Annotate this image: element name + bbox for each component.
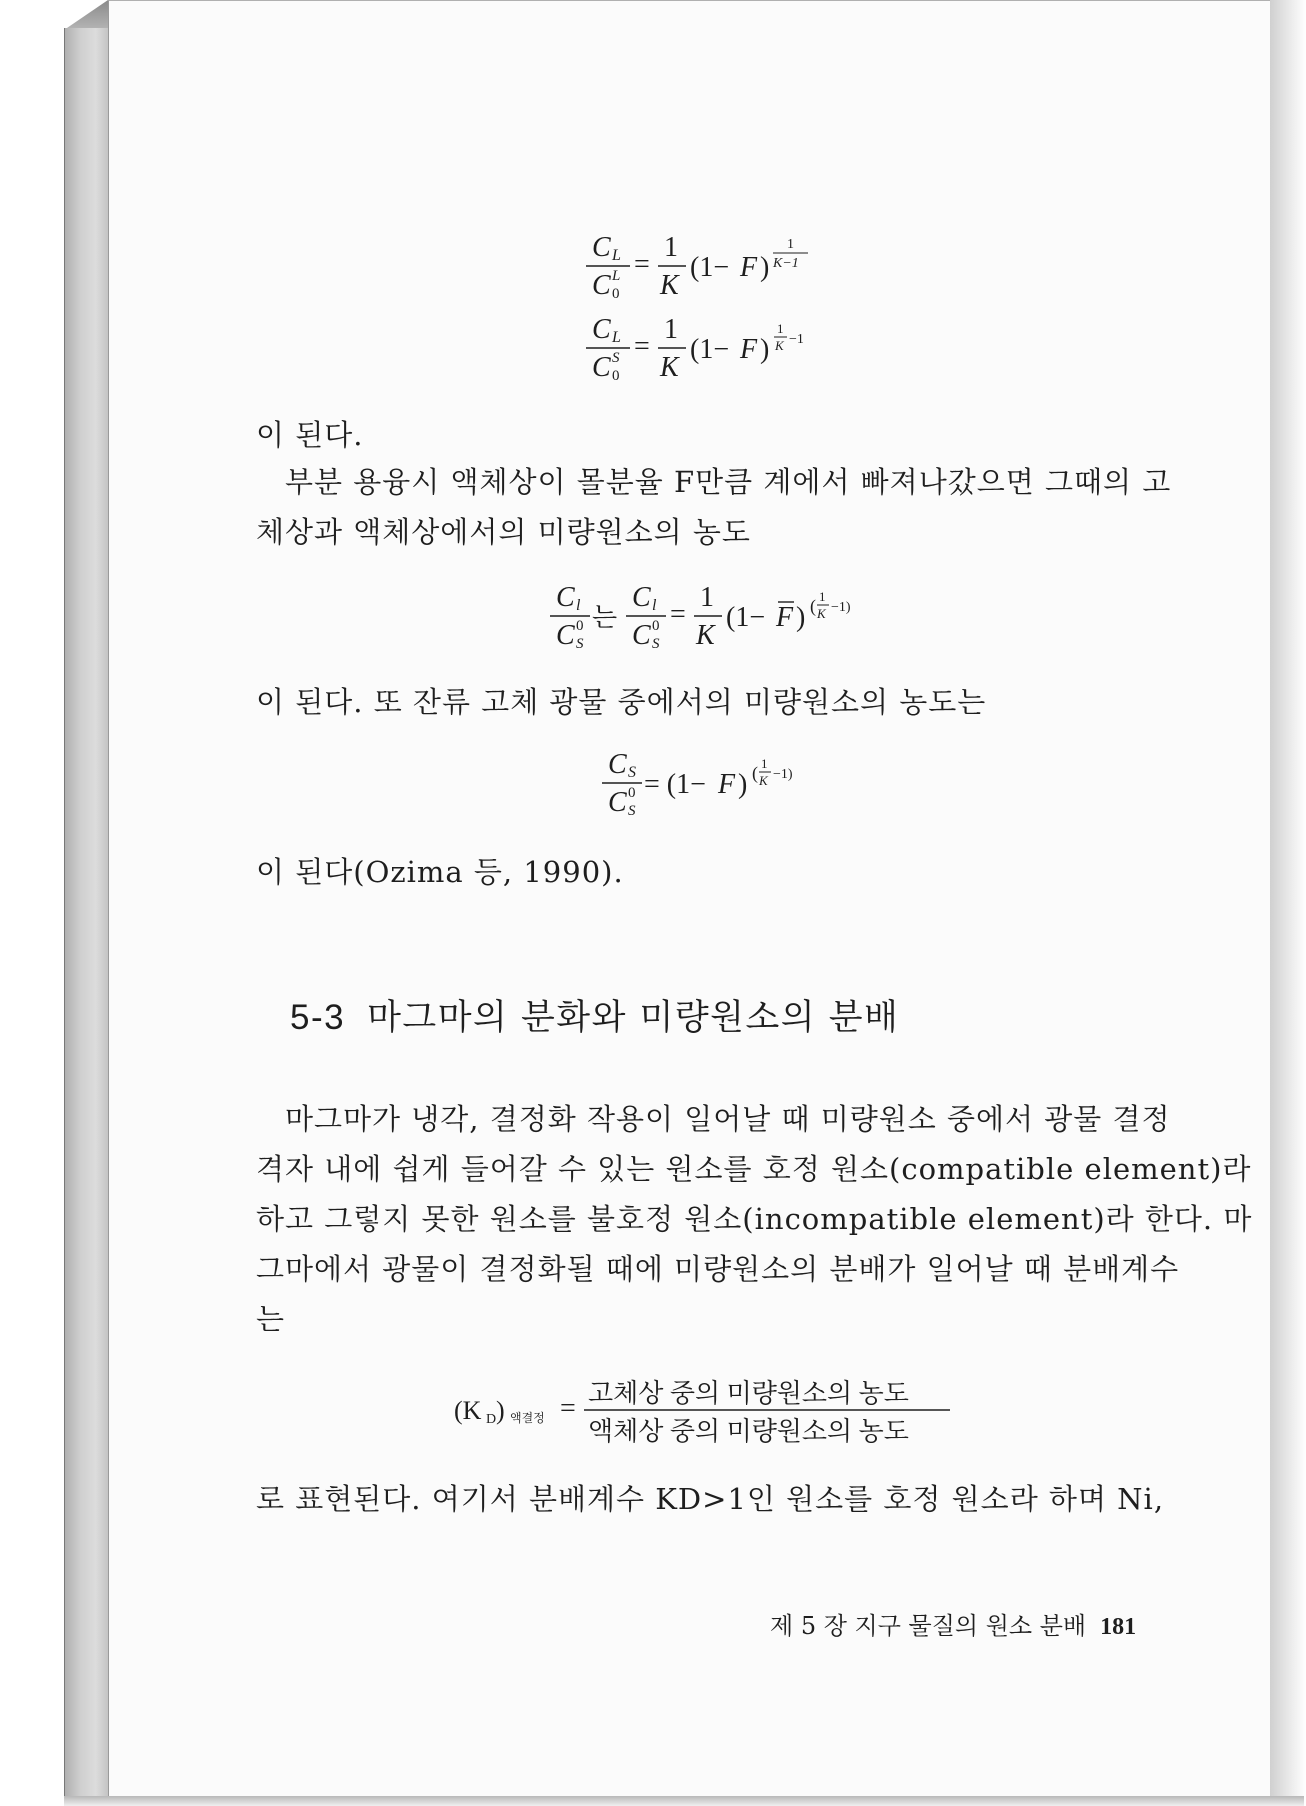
eq4-exp-tail: −1) <box>773 767 793 782</box>
eq3-b-den: C <box>632 620 651 651</box>
eq3-equals: = <box>670 599 686 630</box>
eq4-num: C <box>608 749 627 780</box>
eq3-one: 1 <box>700 582 714 613</box>
eq3-b-num: C <box>632 582 651 613</box>
paragraph-5-line-1: 마그마가 냉각, 결정화 작용이 일어날 때 미량원소 중에서 광물 결정 <box>285 1102 1171 1136</box>
eq4-f: F <box>718 769 736 800</box>
eq5-lhs: (K <box>454 1396 482 1425</box>
book-spine <box>64 28 109 1798</box>
eq1-exp-den: K−1 <box>773 256 799 271</box>
section-title: 마그마의 분화와 미량원소의 분배 <box>367 998 900 1038</box>
paragraph-6: 로 표현된다. 여기서 분배계수 KD>1인 원소를 호정 원소라 하며 Ni, <box>256 1482 1165 1516</box>
eq2-exp-den: K <box>775 338 784 353</box>
eq3-exp-tail: −1) <box>831 600 851 615</box>
eq3-close: ) <box>796 602 806 633</box>
paragraph-5-line-5: 는 <box>256 1302 286 1336</box>
paragraph-4: 이 된다(Ozima 등, 1990). <box>256 855 624 889</box>
eq4-exp-den: K <box>759 773 768 788</box>
eq1-num: C <box>592 232 611 263</box>
eq2-paren: (1− <box>690 334 730 365</box>
eq3-f: F <box>776 602 794 633</box>
eq2-den-sub: 0 <box>612 368 620 384</box>
eq2-num: C <box>592 314 611 345</box>
eq4-exp-open: ( <box>752 763 758 783</box>
eq2-f: F <box>740 334 758 365</box>
eq2-exp-num: 1 <box>777 321 784 336</box>
eq3-b-den-sub: S <box>652 636 660 652</box>
eq2-den: C <box>592 352 611 383</box>
footer-chapter: 제 5 장 지구 물질의 원소 분배 <box>770 1612 1087 1640</box>
eq1-den-sup: L <box>612 268 621 284</box>
eq3-exp-open: ( <box>810 596 816 616</box>
eq2-exp-tail: −1 <box>789 332 804 347</box>
eq5-lhs-sub: D <box>486 1412 497 1427</box>
eq1-paren: (1− <box>690 252 730 283</box>
paragraph-5-line-3: 하고 그렇지 못한 원소를 불호정 원소(incompatible element)라 한다. 마 <box>256 1202 1253 1236</box>
paragraph-5-line-4: 그마에서 광물이 결정화될 때에 미량원소의 분배가 일어날 때 분배계수 <box>256 1252 1180 1286</box>
eq3-exp-den: K <box>817 606 826 621</box>
eq3-a-den-sup: 0 <box>576 618 584 634</box>
eq3-a-den: C <box>556 620 575 651</box>
eq2-k: K <box>660 352 679 383</box>
eq3-paren: (1− <box>726 602 766 633</box>
eq3-neun: 는 <box>592 603 618 632</box>
eq3-a-num-sub: l <box>576 597 581 614</box>
paragraph-3: 이 된다. 또 잔류 고체 광물 중에서의 미량원소의 농도는 <box>256 685 987 719</box>
eq1-num-sub: L <box>612 247 621 264</box>
eq1-f: F <box>740 252 758 283</box>
eq3-k: K <box>696 620 715 651</box>
equation-4 <box>598 745 828 820</box>
eq4-close: ) <box>738 769 748 800</box>
eq5-lhs-note: 액결정 <box>510 1411 545 1425</box>
paragraph-2-line-1: 부분 용융시 액체상이 몰분율 F만큼 계에서 빠져나갔으면 그때의 고 <box>285 465 1172 499</box>
eq4-den: C <box>608 787 627 818</box>
eq5-den: 액체상 중의 미량원소의 농도 <box>588 1417 909 1446</box>
page-number: 181 <box>1100 1614 1137 1640</box>
equation-1 <box>580 228 840 303</box>
eq2-equals: = <box>634 331 650 362</box>
eq1-den: C <box>592 270 611 301</box>
eq2-one: 1 <box>664 314 678 345</box>
eq5-equals: = <box>560 1393 576 1424</box>
paragraph-2-line-2: 체상과 액체상에서의 미량원소의 농도 <box>256 515 751 549</box>
page-edge-shadow <box>1270 0 1306 1806</box>
page-footer <box>770 1606 1136 1641</box>
eq3-b-den-sup: 0 <box>652 618 660 634</box>
equation-2 <box>580 310 840 385</box>
eq4-rhs: = (1− <box>644 769 706 800</box>
eq2-close: ) <box>760 334 770 365</box>
eq1-k: K <box>660 270 679 301</box>
eq1-den-sub: 0 <box>612 286 620 302</box>
eq1-exp-num: 1 <box>787 237 794 252</box>
eq5-num: 고체상 중의 미량원소의 농도 <box>588 1379 909 1408</box>
eq4-exp-num: 1 <box>761 756 768 771</box>
eq4-den-sup: 0 <box>628 785 636 801</box>
book-spine-top <box>64 0 108 30</box>
equation-3 <box>546 578 876 653</box>
eq3-a-num: C <box>556 582 575 613</box>
eq2-den-sup: S <box>612 350 620 366</box>
section-number: 5-3 <box>290 998 346 1037</box>
eq1-close: ) <box>760 252 770 283</box>
eq1-equals: = <box>634 249 650 280</box>
page-bottom-shadow <box>64 1796 1304 1806</box>
eq4-den-sub: S <box>628 803 636 819</box>
eq1-one: 1 <box>664 232 678 263</box>
eq2-num-sub: L <box>612 329 621 346</box>
equation-5 <box>450 1372 970 1457</box>
eq5-lhs-close: ) <box>496 1396 505 1425</box>
eq3-a-den-sub: S <box>576 636 584 652</box>
paragraph-5-line-2: 격자 내에 쉽게 들어갈 수 있는 원소를 호정 원소(compatible element)라 <box>256 1152 1252 1186</box>
section-heading <box>290 990 899 1040</box>
eq3-exp-num: 1 <box>819 589 826 604</box>
paragraph-1: 이 된다. <box>256 418 364 452</box>
eq3-b-num-sub: l <box>652 597 657 614</box>
eq4-num-sub: S <box>628 764 636 781</box>
